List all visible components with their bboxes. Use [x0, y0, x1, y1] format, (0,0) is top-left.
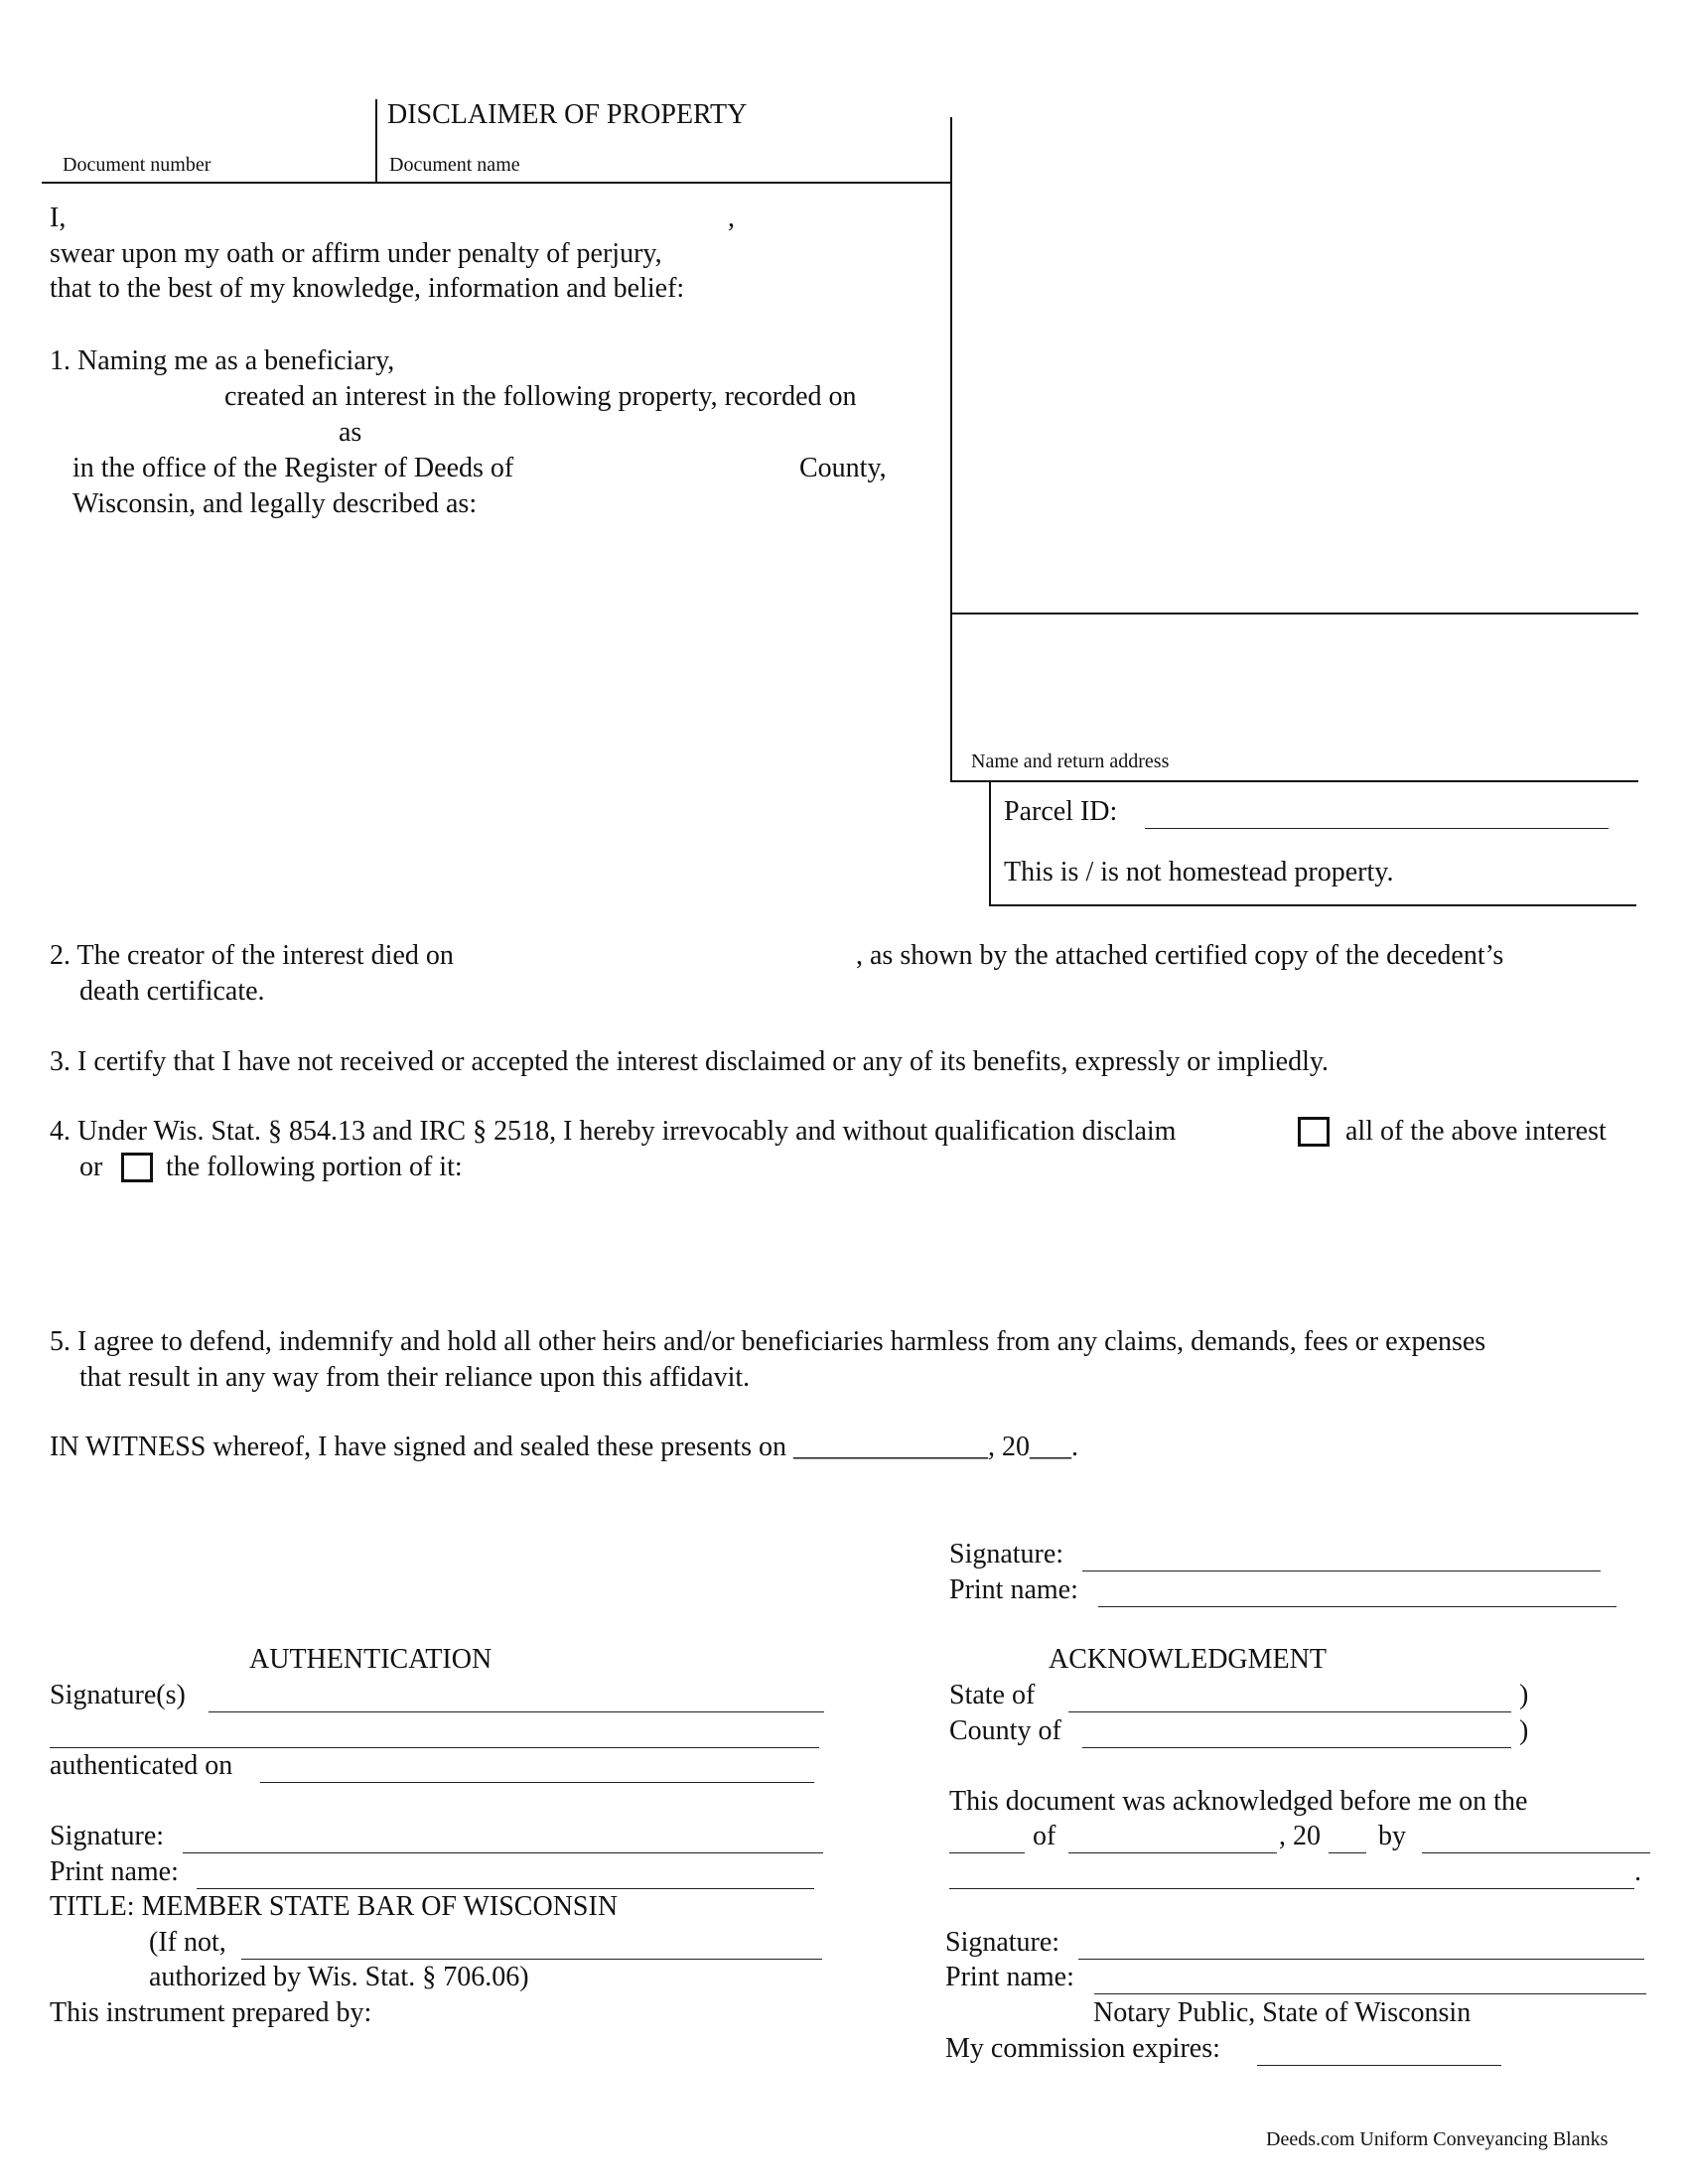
ack-of-text: of	[1033, 1821, 1056, 1851]
ack-state-field[interactable]	[1068, 1711, 1511, 1712]
auth-authorized-line: authorized by Wis. Stat. § 706.06)	[149, 1962, 529, 1992]
ack-state-paren: )	[1519, 1680, 1529, 1710]
ack-year-field[interactable]	[1329, 1852, 1366, 1853]
auth-prepared-by: This instrument prepared by:	[50, 1997, 372, 2028]
ack-month-field[interactable]	[1068, 1852, 1277, 1853]
auth-print-name-label: Print name:	[50, 1856, 179, 1887]
ack-county-label: County of	[949, 1715, 1061, 1746]
auth-print-name-field[interactable]	[197, 1888, 814, 1889]
ack-period: .	[1634, 1856, 1641, 1887]
recording-area-divider	[950, 613, 1638, 614]
parcel-id-field[interactable]	[1145, 828, 1609, 829]
auth-title-line: TITLE: MEMBER STATE BAR OF WISCONSIN	[50, 1891, 619, 1922]
grantor-signature-label: Signature:	[949, 1539, 1064, 1570]
grantor-print-name-field[interactable]	[1098, 1606, 1617, 1607]
authentication-heading: AUTHENTICATION	[249, 1644, 492, 1675]
document-number-label: Document number	[63, 154, 211, 176]
ack-by-field-2[interactable]	[949, 1888, 1634, 1889]
item4-option-all: all of the above interest	[1345, 1116, 1607, 1147]
return-address-bottom-rule	[950, 780, 1638, 782]
item4-option-portion: the following portion of it:	[166, 1152, 463, 1182]
ack-county-paren: )	[1519, 1715, 1529, 1746]
ack-print-name-field[interactable]	[1094, 1993, 1646, 1994]
ack-day-field[interactable]	[949, 1852, 1025, 1853]
auth-signatures-field-2[interactable]	[50, 1747, 819, 1748]
auth-authenticated-on-field[interactable]	[260, 1782, 814, 1783]
ack-year-text: , 20	[1279, 1821, 1321, 1851]
item1-line-4: in the office of the Register of Deeds of	[72, 453, 514, 483]
auth-if-not-field[interactable]	[241, 1959, 822, 1960]
disclaim-portion-checkbox[interactable]	[121, 1153, 153, 1182]
item1-line-1: 1. Naming me as a beneficiary,	[50, 345, 395, 376]
ack-signature-label: Signature:	[945, 1927, 1060, 1958]
ack-commission-label: My commission expires:	[945, 2033, 1220, 2064]
auth-if-not-label: (If not,	[149, 1927, 226, 1958]
return-address-label: Name and return address	[971, 751, 1170, 772]
header-bottom-rule	[42, 182, 952, 184]
oath-line-1: I,	[50, 203, 67, 233]
parcel-id-label: Parcel ID:	[1004, 796, 1118, 827]
parcel-box-border	[989, 780, 991, 905]
document-name-value: DISCLAIMER OF PROPERTY	[387, 99, 748, 130]
acknowledgment-heading: ACKNOWLEDGMENT	[1049, 1644, 1327, 1675]
auth-signatures-label: Signature(s)	[50, 1680, 186, 1710]
item4-line-1: 4. Under Wis. Stat. § 854.13 and IRC § 2518, I hereby irrevocably and without qualification disclaim	[50, 1116, 1177, 1147]
item3-text: 3. I certify that I have not received or accepted the interest disclaimed or any of its benefits, expressly or impliedly.	[50, 1046, 1330, 1077]
item1-line-3: as	[339, 417, 362, 448]
grantor-print-name-label: Print name:	[949, 1574, 1078, 1605]
ack-by-field[interactable]	[1422, 1852, 1650, 1853]
disclaim-all-checkbox[interactable]	[1298, 1117, 1330, 1147]
item1-line-5: Wisconsin, and legally described as:	[72, 488, 478, 519]
auth-signature-field[interactable]	[183, 1852, 823, 1853]
ack-county-field[interactable]	[1082, 1747, 1511, 1748]
recording-area-border	[950, 117, 952, 780]
homestead-statement: This is / is not homestead property.	[1004, 857, 1394, 887]
ack-text-line-1: This document was acknowledged before me on the	[949, 1786, 1528, 1817]
header-divider-vertical	[375, 99, 377, 183]
item1-line-2: created an interest in the following property, recorded on	[224, 381, 857, 412]
item2-line-1-end: , as shown by the attached certified copy of the decedent’s	[856, 940, 1504, 971]
item5-line-1: 5. I agree to defend, indemnify and hold all other heirs and/or beneficiaries harmless from any claims, demands, fees or expenses	[50, 1326, 1486, 1357]
oath-line-2: swear upon my oath or affirm under penalty of perjury,	[50, 238, 662, 269]
ack-state-label: State of	[949, 1680, 1036, 1710]
witness-clause: IN WITNESS whereof, I have signed and sealed these presents on ______________, 20___.	[50, 1432, 1079, 1462]
item2-line-1: 2. The creator of the interest died on	[50, 940, 454, 971]
auth-authenticated-on-label: authenticated on	[50, 1750, 233, 1781]
parcel-box-bottom-rule	[989, 904, 1636, 906]
item4-or: or	[79, 1152, 103, 1182]
item1-line-4-county: County,	[799, 453, 887, 483]
ack-commission-field[interactable]	[1257, 2065, 1501, 2066]
item2-line-2: death certificate.	[79, 976, 265, 1007]
oath-line-3: that to the best of my knowledge, information and belief:	[50, 273, 685, 304]
ack-signature-field[interactable]	[1078, 1959, 1644, 1960]
document-name-label: Document name	[389, 154, 520, 176]
footer-brand: Deeds.com Uniform Conveyancing Blanks	[1266, 2128, 1609, 2150]
ack-notary-line: Notary Public, State of Wisconsin	[1093, 1997, 1472, 2028]
ack-print-name-label: Print name:	[945, 1962, 1074, 1992]
grantor-signature-field[interactable]	[1082, 1570, 1601, 1571]
item5-line-2: that result in any way from their reliance upon this affidavit.	[79, 1362, 751, 1393]
oath-line-1-comma: ,	[728, 203, 735, 233]
auth-signature-label: Signature:	[50, 1821, 165, 1851]
ack-by-text: by	[1378, 1821, 1406, 1851]
auth-signatures-field[interactable]	[209, 1711, 824, 1712]
